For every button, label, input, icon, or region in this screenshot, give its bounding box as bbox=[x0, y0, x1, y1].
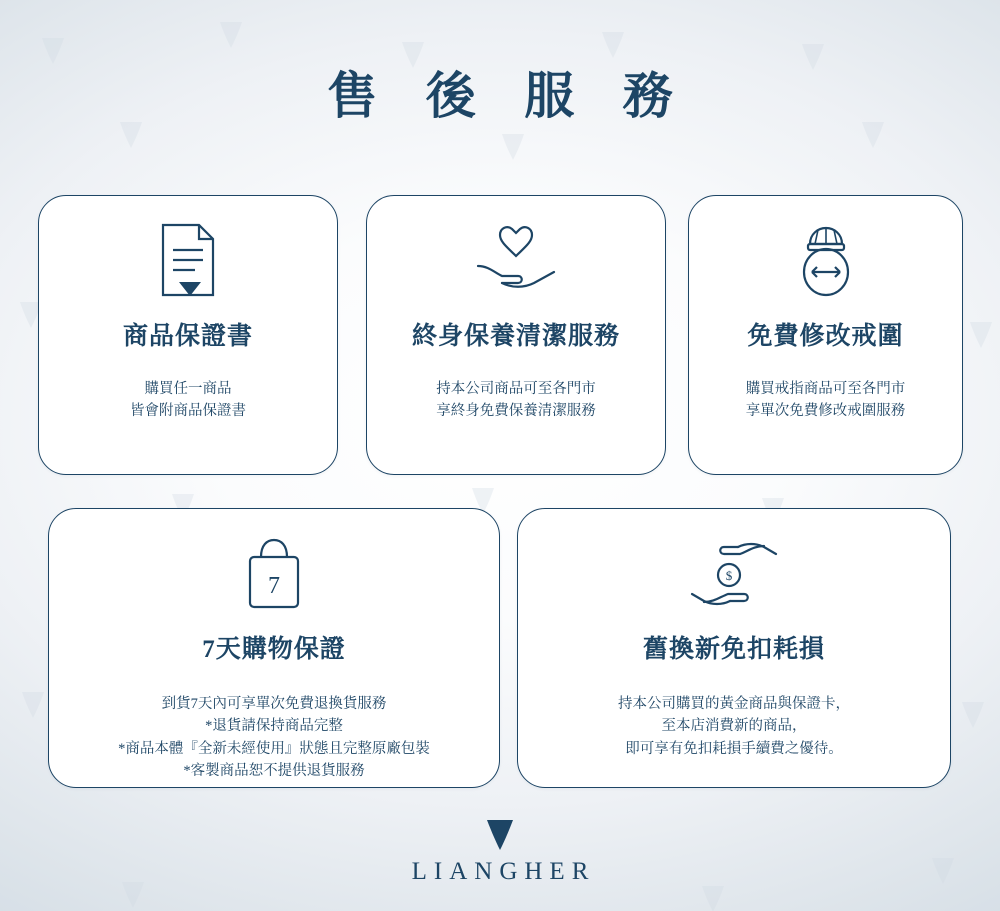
card-title: 舊換新免扣耗損 bbox=[642, 636, 825, 663]
card-body-line: 皆會附商品保證書 bbox=[130, 403, 246, 420]
card-body-line: *退貨請保持商品完整 bbox=[205, 718, 343, 735]
brand-name: LIANGHER bbox=[411, 858, 596, 885]
card-body-line: 持本公司商品可至各門市 bbox=[436, 381, 596, 397]
shopping-bag-7day-icon bbox=[237, 535, 311, 615]
card-body-line: 享終身免費保養清潔服務 bbox=[436, 403, 596, 420]
card-body bbox=[618, 693, 850, 760]
card-body-line: 持本公司購買的黃金商品與保證卡， bbox=[618, 696, 850, 712]
card-seven-day-guarantee bbox=[48, 508, 500, 788]
card-warranty-document bbox=[38, 195, 338, 475]
card-body bbox=[436, 378, 596, 423]
card-body bbox=[130, 378, 246, 423]
card-body-line: 購買任一商品 bbox=[144, 381, 232, 397]
card-body-line: 購買戒指商品可至各門市 bbox=[745, 381, 906, 397]
ring-resize-icon bbox=[791, 222, 861, 298]
warranty-document-icon bbox=[157, 222, 219, 298]
card-title: 7天購物保證 bbox=[202, 636, 346, 663]
card-body-line: 至本店消費新的商品， bbox=[661, 718, 807, 735]
card-free-ring-resize bbox=[688, 195, 963, 475]
liangher-bird-logo bbox=[485, 818, 515, 852]
card-body-line: 享單次免費修改戒圍服務 bbox=[745, 403, 906, 420]
trade-in-hands-coin-icon bbox=[688, 535, 780, 615]
page-title: 售 後 服 務 bbox=[327, 68, 691, 124]
card-trade-in-no-deduction bbox=[517, 508, 951, 788]
card-body-line: *商品本體『全新未經使用』狀態且完整原廠包裝 bbox=[118, 740, 430, 757]
card-body bbox=[118, 693, 430, 783]
card-body-line: 即可享有免扣耗損手續費之優待。 bbox=[625, 740, 843, 757]
card-title: 終身保養清潔服務 bbox=[411, 323, 620, 350]
footer bbox=[0, 818, 1000, 886]
card-title: 商品保證書 bbox=[122, 323, 253, 350]
card-lifetime-cleaning bbox=[366, 195, 666, 475]
card-body-line: *客製商品恕不提供退貨服務 bbox=[183, 763, 365, 780]
bag-badge-number: 7 bbox=[268, 573, 280, 599]
svg-text:$: $ bbox=[725, 568, 733, 583]
card-title: 免費修改戒圍 bbox=[747, 323, 904, 350]
card-body-line: 到貨7天內可享單次免費退換貨服務 bbox=[161, 696, 387, 712]
hand-heart-icon bbox=[472, 222, 560, 298]
card-body bbox=[746, 378, 906, 423]
